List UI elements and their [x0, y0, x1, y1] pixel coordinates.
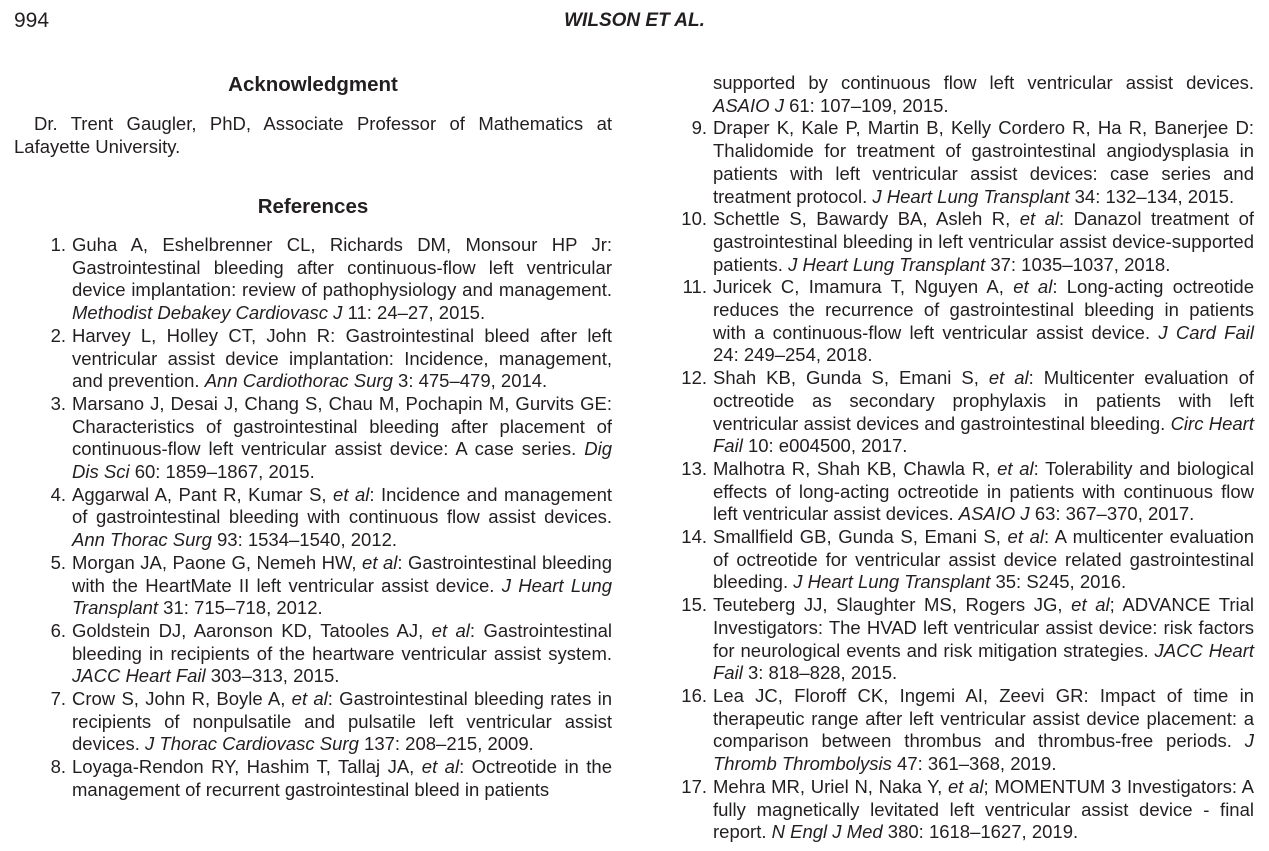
reference-number: 16.: [681, 684, 707, 706]
reference-text: Mehra MR, Uriel N, Naka Y,: [713, 775, 948, 797]
reference-item: [14, 756, 612, 801]
reference-number: 15.: [681, 594, 707, 616]
reference-item: [655, 367, 1254, 458]
running-head: WILSON ET AL.: [564, 10, 705, 31]
reference-journal: et al: [362, 551, 398, 573]
reference-number: 13.: [681, 457, 707, 479]
reference-journal: et al: [947, 775, 984, 797]
reference-journal: et al: [997, 457, 1034, 479]
reference-number: 9.: [691, 117, 707, 139]
reference-tail: : Gastrointestinal bleeding in recipients of the heartware ventricular assist system.: [72, 619, 612, 664]
reference-list-right: [655, 117, 1254, 844]
reference-text: Schettle S, Bawardy BA, Asleh R,: [713, 208, 1020, 230]
reference-item: [14, 234, 612, 325]
reference-item: [655, 685, 1254, 776]
reference-journal: et al: [988, 367, 1029, 389]
reference-tail: : Gastrointestinal bleeding rates in recipients of nonpulsatile and pulsatile left ventricular assist devices.: [72, 688, 613, 755]
reference-journal: ASAIO J: [713, 94, 784, 116]
reference-journal: J Heart Lung Transplant: [872, 185, 1070, 207]
reference-text: Lea JC, Floroff CK, Ingemi AI, Zeevi GR: Impact of time in therapeutic range after left ventricular assist device placement: a comparison between thrombus and thrombus-free periods.: [713, 684, 1254, 752]
reference-number: 5.: [50, 551, 66, 573]
reference-text: Harvey L, Holley CT, John R: Gastrointestinal bleed after left ventricular assist device implantation: Incidence, management, and prevention.: [72, 324, 612, 392]
reference-tail: : Gastrointestinal bleeding with the HeartMate II left ventricular assist device.: [72, 551, 612, 596]
reference-text: Goldstein DJ, Aaronson KD, Tatooles AJ,: [72, 619, 432, 641]
reference-tail: 93: 1534–1540, 2012.: [211, 529, 398, 551]
reference-item: [14, 552, 612, 620]
reference-item: [655, 526, 1254, 594]
reference-journal: et al: [333, 483, 370, 505]
reference-tail: : Multicenter evaluation of octreotide as secondary prophylaxis in patients with left ventricular assist devices and gastrointestinal bleeding.: [713, 367, 1255, 434]
reference-tail: 303–313, 2015.: [205, 665, 340, 687]
reference-journal: et al: [1013, 276, 1053, 298]
reference-item: [14, 620, 612, 688]
page-number: 994: [14, 9, 50, 32]
reference-text: Malhotra R, Shah KB, Chawla R,: [713, 457, 998, 479]
reference-tail: : Tolerability and biological effects of long-acting octreotide in patients with continuous flow left ventricular assist devices.: [713, 457, 1255, 525]
reference-tail: 3: 475–479, 2014.: [392, 370, 548, 392]
reference-journal: Methodist Debakey Cardiovasc J: [72, 302, 343, 324]
reference-tail: 10: e004500, 2017.: [742, 435, 908, 457]
reference-tail: 60: 1859–1867, 2015.: [129, 461, 315, 483]
reference-text: Shah KB, Gunda S, Emani S,: [713, 367, 989, 389]
reference-text: Smallfield GB, Gunda S, Emani S,: [713, 526, 1008, 548]
reference-journal: J Heart Lung Transplant: [72, 574, 612, 619]
reference-text: Aggarwal A, Pant R, Kumar S,: [72, 483, 334, 505]
reference-item: [14, 325, 612, 393]
reference-item: [655, 594, 1254, 685]
reference-journal: Circ Heart Fail: [713, 412, 1254, 457]
reference-tail: 35: S245, 2016.: [990, 571, 1127, 593]
reference-text: Loyaga-Rendon RY, Hashim T, Tallaj JA,: [72, 756, 422, 778]
reference-journal: et al: [421, 756, 460, 778]
reference-item: [14, 393, 612, 484]
reference-journal: J Card Fail: [1158, 321, 1254, 343]
reference-number: 3.: [50, 392, 66, 414]
reference-tail: 24: 249–254, 2018.: [713, 344, 873, 366]
reference-number: 10.: [681, 208, 707, 230]
reference-journal: J Heart Lung Transplant: [793, 571, 991, 593]
reference-text: Crow S, John R, Boyle A,: [72, 688, 292, 710]
reference-number: 12.: [681, 367, 707, 389]
reference-tail: 11: 24–27, 2015.: [342, 302, 486, 324]
reference-journal: Ann Cardiothorac Surg: [204, 370, 393, 392]
reference-text: Draper K, Kale P, Martin B, Kelly Cordero R, Ha R, Banerjee D: Thalidomide for treatment of gastrointestinal angiodysplasia in patients with left ventricular assist devices: case series and treatment protocol.: [713, 117, 1254, 207]
reference-number: 8.: [50, 756, 66, 778]
reference-tail: 47: 361–368, 2019.: [891, 753, 1057, 775]
reference-tail: : Danazol treatment of gastrointestinal bleeding in left ventricular assist device-supported patients.: [713, 208, 1255, 275]
reference-number: 6.: [50, 619, 66, 641]
reference-tail: 31: 715–718, 2012.: [158, 597, 323, 619]
reference-tail: : A multicenter evaluation of octreotide for ventricular assist device related gastrointestinal bleeding.: [713, 526, 1254, 593]
reference-journal: N Engl J Med: [771, 821, 883, 843]
reference-journal: ASAIO J: [958, 503, 1030, 525]
acknowledgment-text: Dr. Trent Gaugler, PhD, Associate Professor of Mathematics at Lafayette University.: [14, 113, 612, 157]
reference-item: [655, 117, 1254, 208]
reference-item: [655, 776, 1254, 844]
reference-text: Marsano J, Desai J, Chang S, Chau M, Pochapin M, Gurvits GE: Characteristics of gastrointestinal bleeding after placement of continuous-flow left ventricular assist device: A case series.: [72, 392, 612, 460]
reference-number: 14.: [681, 526, 707, 548]
reference-number: 17.: [681, 775, 707, 797]
reference-tail: ; MOMENTUM 3 Investigators: A fully magnetically levitated left ventricular assist device - final report.: [713, 775, 1255, 843]
reference-text: Guha A, Eshelbrenner CL, Richards DM, Monsour HP Jr: Gastrointestinal bleeding after continuous-flow left ventricular device implantation: review of pathophysiology and management.: [72, 234, 612, 301]
reference-item: [14, 688, 612, 756]
reference-tail: : Long-acting octreotide reduces the recurrence of gastrointestinal bleeding in patients with a continuous-flow left ventricular assist device.: [713, 276, 1254, 343]
reference-number: 7.: [50, 688, 66, 710]
reference-tail: : Incidence and management of gastrointestinal bleeding with continuous flow assist devices.: [72, 483, 613, 528]
reference-journal: Ann Thorac Surg: [72, 529, 212, 551]
reference-tail: 34: 132–134, 2015.: [1069, 185, 1235, 207]
reference-text: Teuteberg JJ, Slaughter MS, Rogers JG,: [713, 594, 1072, 616]
reference-journal: et al: [291, 688, 328, 710]
reference-journal: et al: [431, 619, 470, 641]
reference-number: 4.: [50, 483, 66, 505]
reference-journal: Dig Dis Sci: [72, 438, 612, 483]
reference-number: 11.: [682, 276, 707, 298]
reference-item: [655, 276, 1254, 367]
reference-tail: 3: 818–828, 2015.: [742, 662, 898, 684]
reference-tail: 37: 1035–1037, 2018.: [985, 253, 1171, 275]
reference-journal: et al: [1019, 208, 1060, 230]
reference-journal: J Thromb Thrombolysis: [713, 730, 1254, 775]
reference-tail: 380: 1618–1627, 2019.: [882, 821, 1079, 843]
reference-journal: JACC Heart Fail: [72, 665, 206, 687]
reference-number: 1.: [50, 234, 66, 255]
reference-tail: ; ADVANCE Trial Investigators: The HVAD left ventricular assist device: risk factors for neurological events and risk mitigation strategies.: [713, 594, 1255, 661]
acknowledgment-heading: Acknowledgment: [228, 73, 398, 96]
reference-tail: 137: 208–215, 2009.: [358, 733, 534, 755]
reference-journal: J Thorac Cardiovasc Surg: [145, 733, 359, 755]
reference-tail: 63: 367–370, 2017.: [1029, 503, 1195, 525]
reference-list-left: [14, 234, 612, 802]
left-column: [14, 72, 612, 802]
reference-continuation: [655, 72, 1254, 117]
reference-journal: et al: [1007, 526, 1044, 548]
reference-journal: J Heart Lung Transplant: [788, 253, 986, 275]
reference-item: [655, 458, 1254, 526]
reference-text: supported by continuous flow left ventricular assist devices.: [713, 72, 1254, 93]
reference-journal: JACC Heart Fail: [713, 639, 1254, 684]
right-column: [655, 72, 1254, 844]
reference-tail: : Octreotide in the management of recurrent gastrointestinal bleed in patients: [72, 756, 613, 800]
references-heading: References: [257, 195, 369, 218]
reference-tail: 61: 107–109, 2015.: [783, 94, 949, 116]
reference-item: [14, 484, 612, 552]
reference-number: 2.: [50, 324, 66, 346]
reference-item: [655, 208, 1254, 276]
reference-journal: et al: [1071, 594, 1110, 616]
reference-text: Juricek C, Imamura T, Nguyen A,: [713, 276, 1014, 298]
reference-text: Morgan JA, Paone G, Nemeh HW,: [72, 551, 363, 573]
